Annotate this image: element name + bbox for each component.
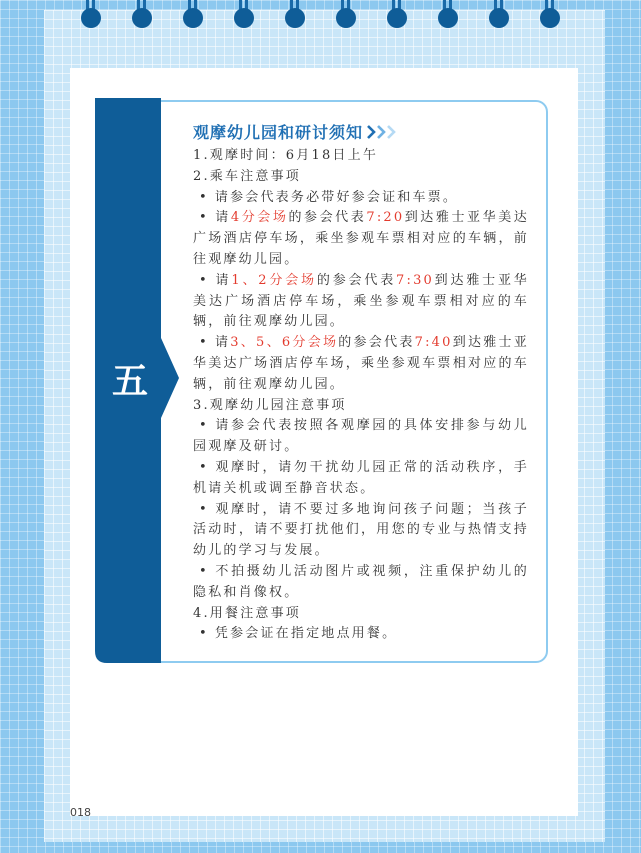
spiral-ring-icon <box>233 0 255 30</box>
item-observation-time: 1.观摩时间：6月18日上午 <box>193 148 379 163</box>
bullet-bus-1: • 请参会代表务必带好参会证和车票。 <box>199 189 459 205</box>
bullet-observe-4: • 不拍摄幼儿活动图片或视频，注重保护幼儿的隐私和肖像权。 <box>193 563 529 600</box>
notice-content <box>193 120 529 645</box>
spiral-ring-icon <box>539 0 561 30</box>
spiral-ring-icon <box>437 0 459 30</box>
section-number: 五 <box>111 361 148 402</box>
bullet-observe-3: • 观摩时，请不要过多地询问孩子问题；当孩子活动时，请不要打扰他们，用您的专业与热情支持幼儿的学习与发展。 <box>193 501 529 559</box>
venue-highlight: 4分会场 <box>230 210 289 226</box>
notice-title-text: 观摩幼儿园和研讨须知 <box>193 123 364 142</box>
venue-highlight: 1、2分会场 <box>231 272 317 288</box>
spiral-binding <box>0 0 641 30</box>
spiral-ring-icon <box>386 0 408 30</box>
spiral-ring-icon <box>488 0 510 30</box>
item-observation-heading: 3.观摩幼儿园注意事项 <box>193 397 347 413</box>
spiral-ring-icon <box>335 0 357 30</box>
time-highlight: 7:30 <box>396 272 435 288</box>
spiral-ring-icon <box>182 0 204 30</box>
triple-chevron-right-icon <box>367 121 399 147</box>
time-highlight: 7:20 <box>366 210 405 226</box>
bullet-observe-1: • 请参会代表按照各观摩园的具体安排参与幼儿园观摩及研讨。 <box>193 418 529 455</box>
spiral-ring-icon <box>131 0 153 30</box>
venue-highlight: 3、5、6分会场 <box>230 335 339 351</box>
section-ribbon <box>95 98 179 663</box>
bullet-meal-1: • 凭参会证在指定地点用餐。 <box>199 626 398 642</box>
item-meal-heading: 4.用餐注意事项 <box>193 605 302 621</box>
item-bus-heading: 2.乘车注意事项 <box>193 168 302 184</box>
bullet-bus-3: • 请1、2分会场的参会代表7:30到达雅士亚华美达广场酒店停车场，乘坐参观车票相对应的车辆，前往观摩幼儿园。 <box>193 272 530 330</box>
spiral-ring-icon <box>80 0 102 30</box>
spiral-ring-icon <box>284 0 306 30</box>
bullet-bus-4: • 请3、5、6分会场的参会代表7:40到达雅士亚华美达广场酒店停车场，乘坐参观车票相对应的车辆，前往观摩幼儿园。 <box>193 335 529 392</box>
notice-title <box>193 120 529 146</box>
bullet-observe-2: • 观摩时，请勿干扰幼儿园正常的活动秩序，手机请关机或调至静音状态。 <box>193 459 529 496</box>
page-number: 018 <box>70 806 91 819</box>
time-highlight: 7:40 <box>414 335 453 351</box>
bullet-bus-2: • 请4分会场的参会代表7:20到达雅士亚华美达广场酒店停车场，乘坐参观车票相对应的车辆，前往观摩幼儿园。 <box>193 210 529 267</box>
